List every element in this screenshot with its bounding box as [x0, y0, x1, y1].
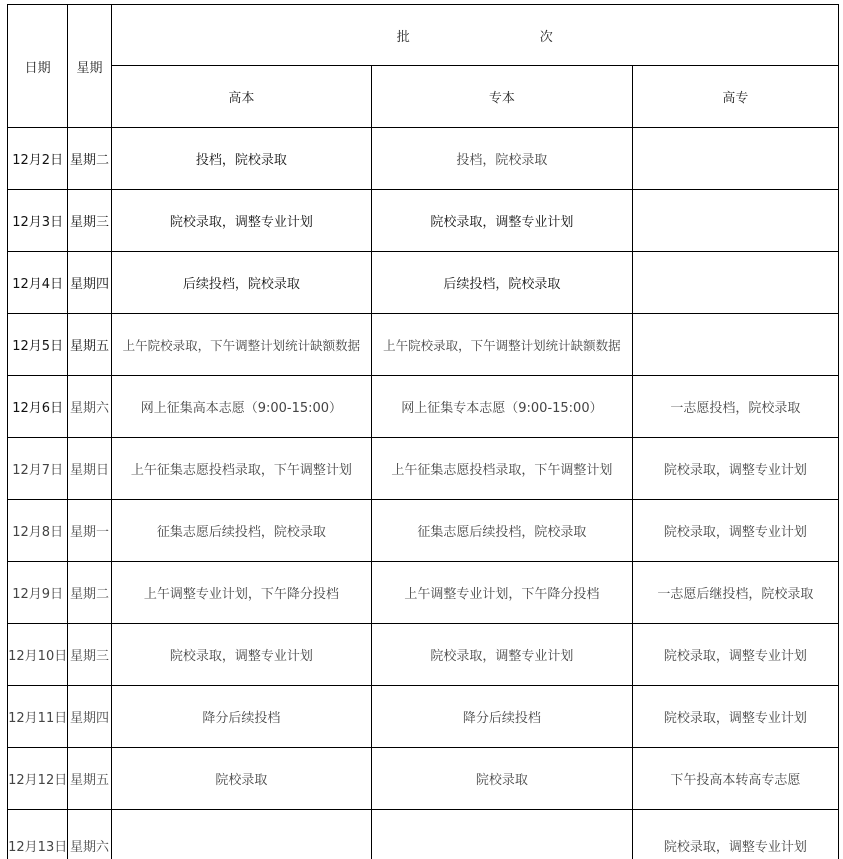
- date-cell: 12月5日: [8, 314, 68, 376]
- gaoben-cell: 院校录取，调整专业计划: [111, 190, 372, 252]
- date-cell: 12月6日: [8, 376, 68, 438]
- zhuanben-cell: 网上征集专本志愿（9:00-15:00）: [372, 376, 633, 438]
- gaoben-cell: 投档，院校录取: [111, 128, 372, 190]
- date-cell: 12月7日: [8, 438, 68, 500]
- table-row: [8, 252, 839, 314]
- date-cell: 12月8日: [8, 500, 68, 562]
- zhuanben-cell: 投档，院校录取: [372, 128, 633, 190]
- gaozhuan-cell: 下午投高本转高专志愿: [632, 748, 838, 810]
- gaozhuan-cell: 一志愿后继投档，院校录取: [632, 562, 838, 624]
- date-cell: 12月3日: [8, 190, 68, 252]
- zhuanben-cell: 院校录取，调整专业计划: [372, 624, 633, 686]
- date-cell: 12月12日: [8, 748, 68, 810]
- weekday-cell: 星期六: [68, 376, 111, 438]
- table-row: [8, 500, 839, 562]
- gaoben-cell: [111, 810, 372, 859]
- gaoben-cell: 上午院校录取，下午调整计划统计缺额数据: [111, 314, 372, 376]
- zhuanben-cell: 上午征集志愿投档录取，下午调整计划: [372, 438, 633, 500]
- gaoben-cell: 网上征集高本志愿（9:00-15:00）: [111, 376, 372, 438]
- weekday-cell: 星期一: [68, 500, 111, 562]
- table-row: [8, 314, 839, 376]
- weekday-cell: 星期五: [68, 748, 111, 810]
- gaoben-cell: 院校录取，调整专业计划: [111, 624, 372, 686]
- zhuanben-cell: 征集志愿后续投档，院校录取: [372, 500, 633, 562]
- weekday-cell: 星期二: [68, 128, 111, 190]
- table-row: [8, 624, 839, 686]
- table-row: [8, 562, 839, 624]
- date-cell: 12月9日: [8, 562, 68, 624]
- gaozhuan-cell: [632, 252, 838, 314]
- zhuanben-cell: 后续投档，院校录取: [372, 252, 633, 314]
- table-row: [8, 438, 839, 500]
- table-row: [8, 190, 839, 252]
- date-cell: 12月13日: [8, 810, 68, 859]
- date-cell: 12月11日: [8, 686, 68, 748]
- date-cell: 12月2日: [8, 128, 68, 190]
- gaozhuan-cell: 院校录取，调整专业计划: [632, 624, 838, 686]
- header-batch: 批 次: [111, 5, 838, 66]
- header-gaoben: 高本: [111, 66, 372, 128]
- zhuanben-cell: 院校录取: [372, 748, 633, 810]
- gaozhuan-cell: 院校录取，调整专业计划: [632, 438, 838, 500]
- gaozhuan-cell: 院校录取，调整专业计划: [632, 500, 838, 562]
- table-row: [8, 128, 839, 190]
- gaoben-cell: 降分后续投档: [111, 686, 372, 748]
- zhuanben-cell: [372, 810, 633, 859]
- zhuanben-cell: 院校录取，调整专业计划: [372, 190, 633, 252]
- date-cell: 12月4日: [8, 252, 68, 314]
- gaoben-cell: 后续投档，院校录取: [111, 252, 372, 314]
- gaoben-cell: 院校录取: [111, 748, 372, 810]
- weekday-cell: 星期三: [68, 624, 111, 686]
- zhuanben-cell: 降分后续投档: [372, 686, 633, 748]
- weekday-cell: 星期四: [68, 686, 111, 748]
- gaozhuan-cell: 院校录取，调整专业计划: [632, 686, 838, 748]
- header-date: 日期: [8, 5, 68, 128]
- zhuanben-cell: 上午调整专业计划，下午降分投档: [372, 562, 633, 624]
- gaozhuan-cell: [632, 314, 838, 376]
- gaozhuan-cell: [632, 128, 838, 190]
- table-row: [8, 686, 839, 748]
- table-row: [8, 810, 839, 859]
- header-weekday: 星期: [68, 5, 111, 128]
- weekday-cell: 星期三: [68, 190, 111, 252]
- gaoben-cell: 上午征集志愿投档录取，下午调整计划: [111, 438, 372, 500]
- gaozhuan-cell: [632, 190, 838, 252]
- header-zhuanben: 专本: [372, 66, 633, 128]
- schedule-table: [7, 4, 839, 859]
- weekday-cell: 星期五: [68, 314, 111, 376]
- header-gaozhuan: 高专: [632, 66, 838, 128]
- zhuanben-cell: 上午院校录取，下午调整计划统计缺额数据: [372, 314, 633, 376]
- table-row: [8, 376, 839, 438]
- gaoben-cell: 征集志愿后续投档，院校录取: [111, 500, 372, 562]
- weekday-cell: 星期六: [68, 810, 111, 859]
- table-row: [8, 748, 839, 810]
- gaozhuan-cell: 一志愿投档，院校录取: [632, 376, 838, 438]
- date-cell: 12月10日: [8, 624, 68, 686]
- gaozhuan-cell: 院校录取，调整专业计划: [632, 810, 838, 859]
- gaoben-cell: 上午调整专业计划，下午降分投档: [111, 562, 372, 624]
- weekday-cell: 星期四: [68, 252, 111, 314]
- weekday-cell: 星期二: [68, 562, 111, 624]
- weekday-cell: 星期日: [68, 438, 111, 500]
